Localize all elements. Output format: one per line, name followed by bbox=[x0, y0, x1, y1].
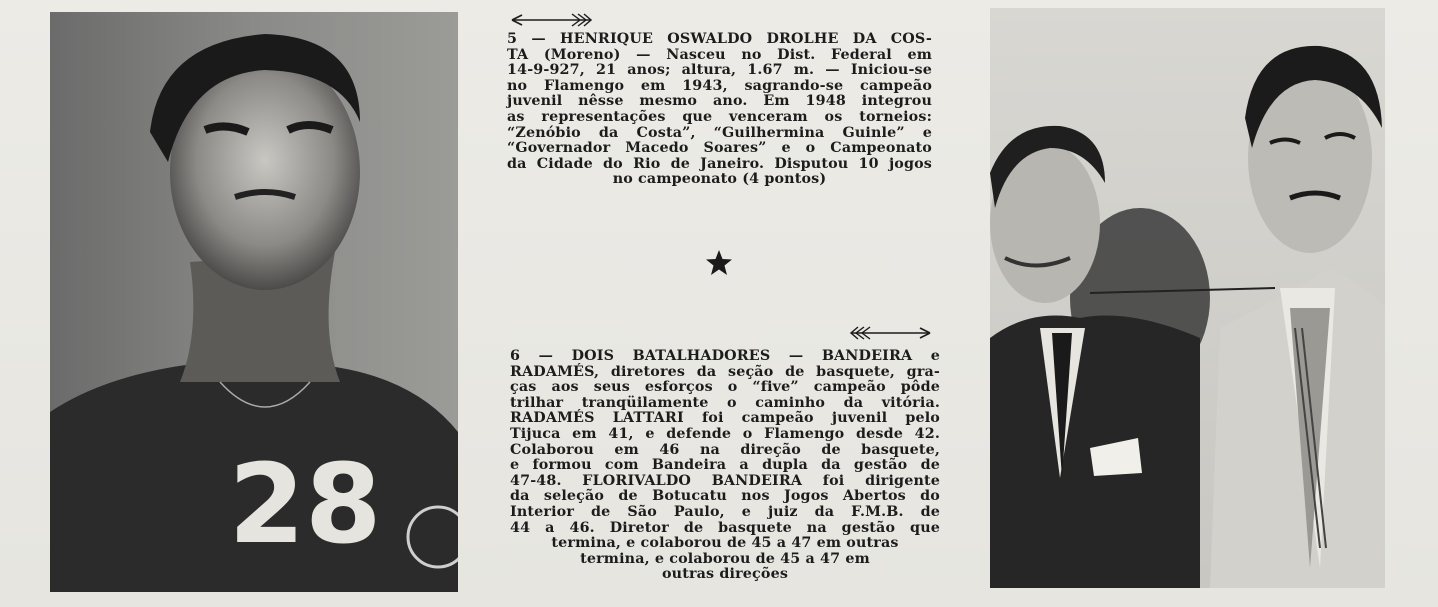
caption-line: termina, e colaborou de 45 a 47 em bbox=[580, 550, 870, 567]
arrow-right-icon bbox=[850, 325, 932, 341]
caption-line: RADAMÉS, diretores da seção de basquete, gra- bbox=[510, 363, 940, 380]
caption-line: “Governador Macedo Soares” e o Campeonato bbox=[507, 140, 932, 157]
caption-line: TA (Moreno) — Nasceu no Dist. Federal em bbox=[507, 46, 932, 63]
caption-line: 44 a 46. Diretor de basquete na gestão que bbox=[510, 519, 940, 536]
caption-line: RADAMÉS LATTARI foi campeão juvenil pelo bbox=[510, 410, 940, 427]
caption-line: 47-48. FLORIVALDO BANDEIRA foi dirigente bbox=[510, 472, 940, 489]
caption-line: da Cidade do Rio de Janeiro. Disputou 10 jogos bbox=[507, 155, 932, 172]
jersey-number: 28 bbox=[228, 440, 382, 568]
arrow-left-icon bbox=[510, 12, 592, 28]
player-photo bbox=[50, 12, 458, 592]
caption-line: trilhar tranqüilamente o caminho da vitória. bbox=[510, 394, 940, 411]
caption-line: Tijuca em 41, e defende o Flamengo desde 42. bbox=[510, 425, 940, 442]
caption-line: as representações que venceram os torneios: bbox=[507, 108, 932, 125]
caption-directors-6 bbox=[510, 349, 940, 583]
caption-line: Interior de São Paulo, e juiz da F.M.B. de bbox=[510, 503, 940, 520]
directors-photo bbox=[990, 8, 1385, 588]
caption-line: 14-9-927, 21 anos; altura, 1.67 m. — Iniciou-se bbox=[507, 62, 932, 79]
caption-line: 6 — DOIS BATALHADORES — BANDEIRA e bbox=[510, 348, 940, 364]
caption-line: juvenil nêsse mesmo ano. Em 1948 integrou bbox=[507, 93, 932, 110]
star-icon bbox=[704, 248, 734, 278]
caption-line: ças aos seus esforços o “five” campeão pôde bbox=[510, 379, 940, 396]
caption-line: “Zenóbio da Costa”, “Guilhermina Guinle” e bbox=[507, 124, 932, 141]
caption-line: no campeonato (4 pontos) bbox=[612, 171, 827, 188]
caption-line: Colaborou em 46 na direção de basquete, bbox=[510, 441, 940, 458]
caption-line: e formou com Bandeira a dupla da gestão de bbox=[510, 457, 940, 474]
caption-line: outras direções bbox=[661, 566, 789, 583]
caption-line: 5 — HENRIQUE OSWALDO DROLHE DA COS- bbox=[507, 31, 932, 47]
caption-line: termina, e colaborou de 45 a 47 em outras bbox=[551, 535, 899, 552]
caption-line: da seleção de Botucatu nos Jogos Abertos do bbox=[510, 488, 940, 505]
caption-line: no Flamengo em 1943, sagrando-se campeão bbox=[507, 77, 932, 94]
caption-player-5 bbox=[507, 32, 932, 188]
